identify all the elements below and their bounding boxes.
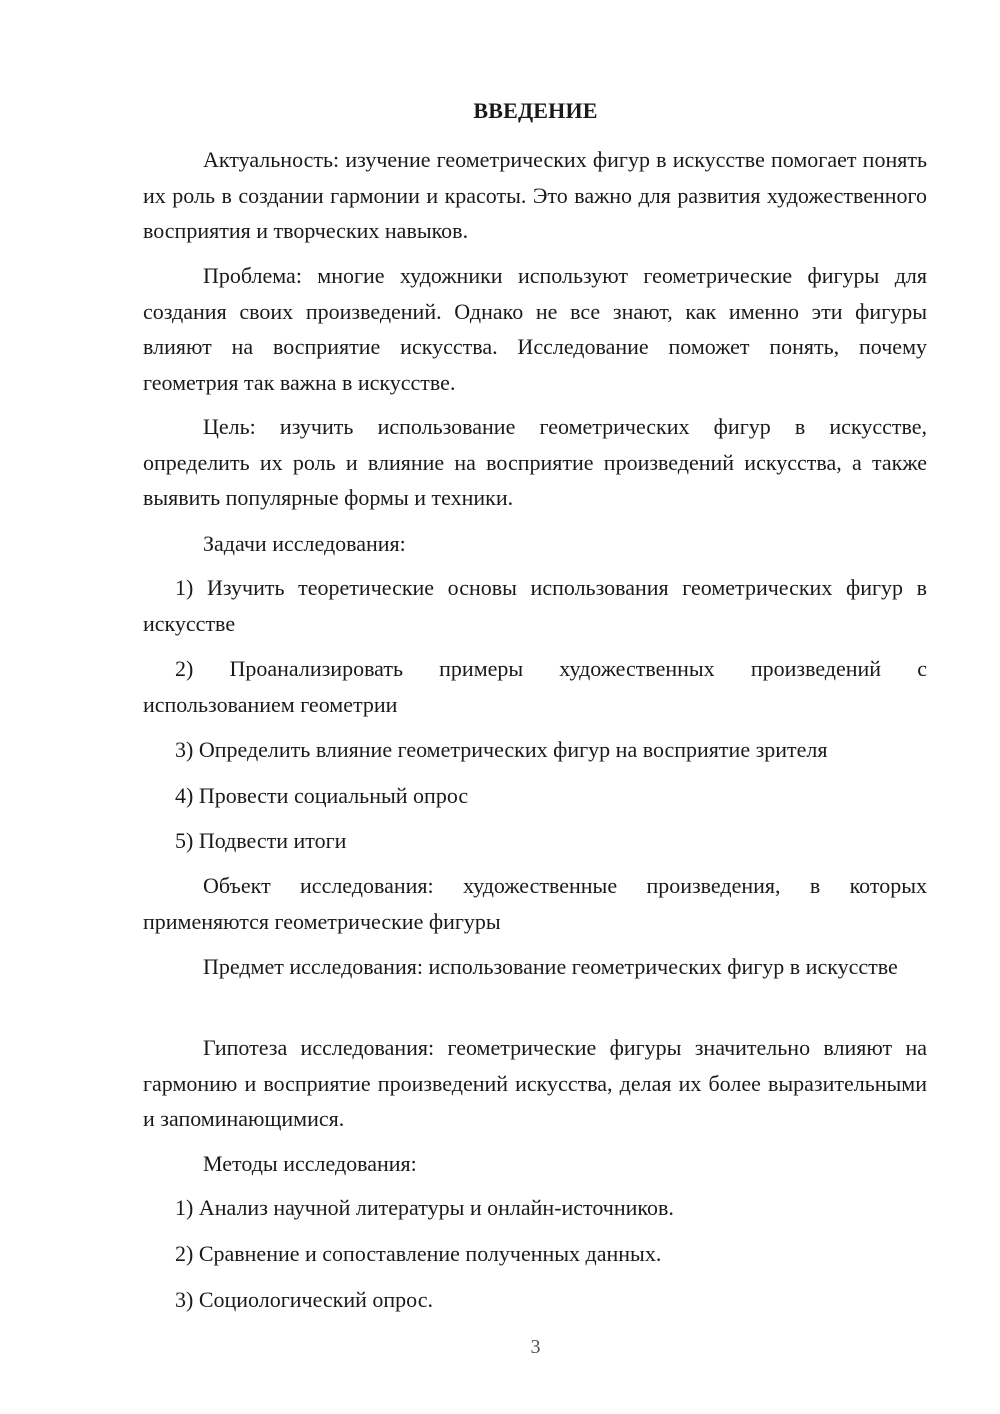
tasks-title: Задачи исследования: (203, 531, 406, 556)
list-item-task-1: 1) Изучить теоретические основы использования геометрических фигур в искусстве (143, 575, 927, 636)
paragraph-goal: Цель: изучить использование геометрических фигур в искусстве, определить их роль и влияние на восприятие произведений искусства, а также выявить популярные формы и техники. (143, 414, 927, 510)
list-item-method-1: 1) Анализ научной литературы и онлайн-источников. (175, 1195, 674, 1220)
page-number: 3 (530, 1336, 541, 1358)
paragraph-relevance: Актуальность: изучение геометрических фигур в искусстве помогает понять их роль в создании гармонии и красоты. Это важно для развития художественного восприятия и творческих навыков. (143, 147, 927, 243)
list-item-task-2: 2) Проанализировать примеры художественных произведений с использованием геометрии (143, 656, 927, 717)
methods-title: Методы исследования: (203, 1151, 417, 1176)
paragraph-subject: Предмет исследования: использование геометрических фигур в искусстве (203, 954, 898, 979)
list-item-task-3: 3) Определить влияние геометрических фигур на восприятие зрителя (175, 737, 828, 762)
list-item-method-2: 2) Сравнение и сопоставление полученных данных. (175, 1241, 662, 1266)
list-item-method-3: 3) Социологический опрос. (175, 1287, 433, 1312)
page-title: ВВЕДЕНИЕ (473, 98, 598, 123)
list-item-task-5: 5) Подвести итоги (175, 828, 347, 853)
paragraph-object: Объект исследования: художественные произведения, в которых применяются геометрические фигуры (143, 873, 927, 934)
list-item-task-4: 4) Провести социальный опрос (175, 783, 469, 808)
paragraph-problem: Проблема: многие художники используют геометрические фигуры для создания своих произведений. Однако не все знают, как именно эти фигуры влияют на восприятие искусства. Исследование поможет понять, почему геометрия так важна в искусстве. (143, 263, 927, 395)
paragraph-hypothesis: Гипотеза исследования: геометрические фигуры значительно влияют на гармонию и восприятие произведений искусства, делая их более выразительными и запоминающимися. (143, 1035, 927, 1131)
